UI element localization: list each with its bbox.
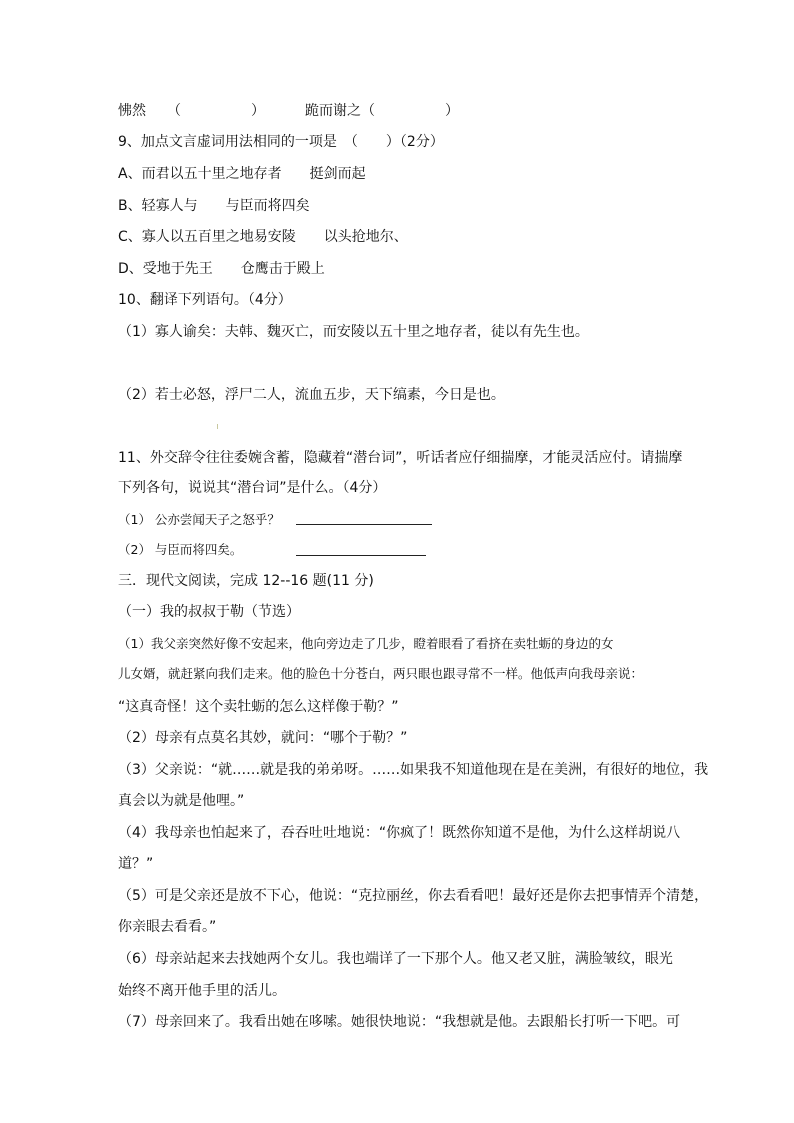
stray-mark [217, 424, 218, 429]
answer-blank-1[interactable] [296, 510, 432, 525]
subtext-item-2: （2） 与臣而将四矣。 [118, 542, 243, 557]
paragraph-2: （2）母亲有点莫名其妙，就问：“哪个于勒？” [118, 730, 408, 746]
paragraph-3-cont: 真会以为就是他哩。” [118, 793, 245, 809]
q8-item-guierxie: 跪而谢之（ ） [305, 103, 459, 119]
passage-title: （一）我的叔叔于勒（节选） [118, 604, 300, 620]
option-b: B、轻寡人与 与臣而将四矣 [118, 198, 310, 214]
translate-sentence-2: （2）若士必怒，浮尸二人，流血五步，天下缟素，今日是也。 [118, 387, 505, 403]
option-d: D、受地于先王 仓鹰击于殿上 [118, 261, 325, 277]
question-11-cont: 下列各句，说说其“潜台词”是什么。（4分） [118, 480, 387, 496]
question-11: 11、外交辞令往往委婉含蓄，隐藏着“潜台词”，听话者应仔细揣摩，才能灵活应付。请揣摩 [118, 450, 683, 466]
section-3-heading: 三．现代文阅读，完成 12--16 题(11 分) [118, 573, 374, 589]
paragraph-1-quote: “这真奇怪！这个卖牡蛎的怎么这样像于勒？” [118, 699, 399, 715]
paragraph-5-cont: 你亲眼去看看。” [118, 919, 217, 935]
option-a: A、而君以五十里之地存者 挺剑而起 [118, 166, 366, 182]
q8-item-fuan: 怫然 （ ） [118, 103, 265, 119]
paragraph-7: （7）母亲回来了。我看出她在哆嗦。她很快地说：“我想就是他。去跟船长打听一下吧。可 [118, 1014, 681, 1030]
question-9: 9、加点文言虚词用法相同的一项是 （ ）（2分） [118, 134, 444, 150]
question-10: 10、翻译下列语句。（4分） [118, 292, 292, 308]
paragraph-1-cont: 儿女婿，就赶紧向我们走来。他的脸色十分苍白，两只眼也跟寻常不一样。他低声向我母亲说： [118, 666, 644, 681]
paragraph-5: （5）可是父亲还是放不下心，他说：“克拉丽丝，你去看看吧！最好还是你去把事情弄个清楚， [118, 888, 709, 904]
paragraph-1: （1）我父亲突然好像不安起来，他向旁边走了几步，瞪着眼看了看挤在卖牡蛎的身边的女 [118, 636, 614, 651]
translate-sentence-1: （1）寡人谕矣：夫韩、魏灭亡，而安陵以五十里之地存者，徒以有先生也。 [118, 324, 589, 340]
paragraph-4: （4）我母亲也怕起来了，吞吞吐吐地说：“你疯了！既然你知道不是他，为什么这样胡说八 [118, 825, 681, 841]
paragraph-4-cont: 道？” [118, 856, 154, 872]
option-c: C、寡人以五百里之地易安陵 以头抢地尔、 [118, 229, 408, 245]
subtext-item-1: （1） 公亦尝闻天子之怒乎？ [118, 512, 280, 527]
paragraph-6-cont: 始终不离开他手里的活儿。 [118, 983, 286, 999]
paragraph-3: （3）父亲说：“就……就是我的弟弟呀。……如果我不知道他现在是在美洲，有很好的地位，我 [118, 762, 709, 778]
paragraph-6: （6）母亲站起来去找她两个女儿。我也端详了一下那个人。他又老又脏，满脸皱纹，眼光 [118, 951, 673, 967]
answer-blank-2[interactable] [296, 541, 426, 556]
